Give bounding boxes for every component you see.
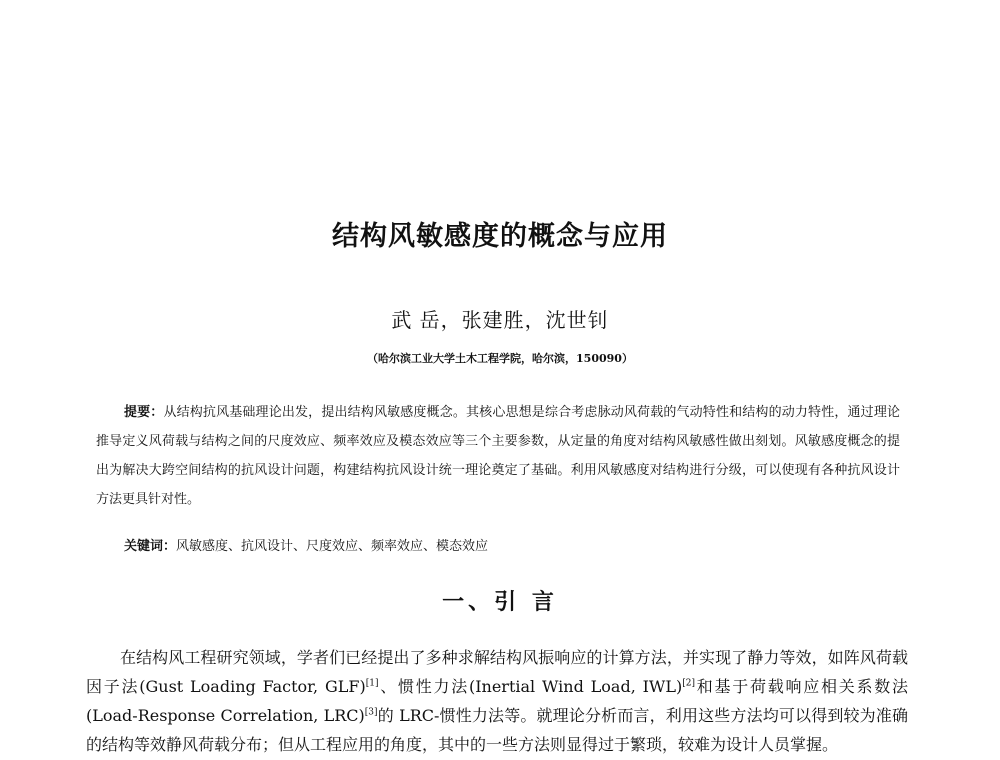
keywords-label: 关键词：	[124, 539, 177, 554]
abstract	[96, 398, 900, 514]
keywords	[124, 535, 904, 554]
section-heading-introduction: 一、引 言	[442, 590, 558, 615]
citation-3: [3]	[364, 707, 378, 718]
intro-text-3: 和基于荷载响应相关系数法(Load-Response Correlation, LRC)	[86, 677, 908, 725]
paper-authors: 武 岳，张建胜，沈世钊	[391, 308, 609, 332]
introduction-paragraph	[86, 643, 908, 759]
citation-2: [2]	[682, 678, 695, 689]
intro-text-1: 在结构风工程研究领域，学者们已经提出了多种求解结构风振响应的计算方法，并实现了静力等效，如阵风荷载因子法(Gust Loading Factor, GLF)	[86, 648, 908, 696]
paper-title: 结构风敏感度的概念与应用	[332, 221, 668, 252]
intro-text-4: 的 LRC-惯性力法等。就理论分析而言，利用这些方法均可以得到较为准确的结构等效静风荷载分布；但从工程应用的角度，其中的一些方法则显得过于繁琐，较难为设计人员掌握。	[86, 706, 908, 754]
abstract-text: 从结构抗风基础理论出发，提出结构风敏感度概念。其核心思想是综合考虑脉动风荷载的气动特性和结构的动力特性，通过理论推导定义风荷载与结构之间的尺度效应、频率效应及模态效应等三个主要参数，从定量的角度对结构风敏感性做出刻划。风敏感度概念的提出为解决大跨空间结构的抗风设计问题，构建结构抗风设计统一理论奠定了基础。利用风敏感度对结构进行分级，可以使现有各种抗风设计方法更具针对性。	[96, 405, 900, 507]
citation-1: [1]	[365, 678, 379, 689]
paper-affiliation: （哈尔滨工业大学土木工程学院，哈尔滨，150090）	[367, 352, 633, 365]
abstract-label: 提要：	[124, 405, 164, 420]
intro-text-2: 、惯性力法(Inertial Wind Load, IWL)	[378, 677, 683, 696]
keywords-text: 风敏感度、抗风设计、尺度效应、频率效应、模态效应	[176, 539, 489, 554]
